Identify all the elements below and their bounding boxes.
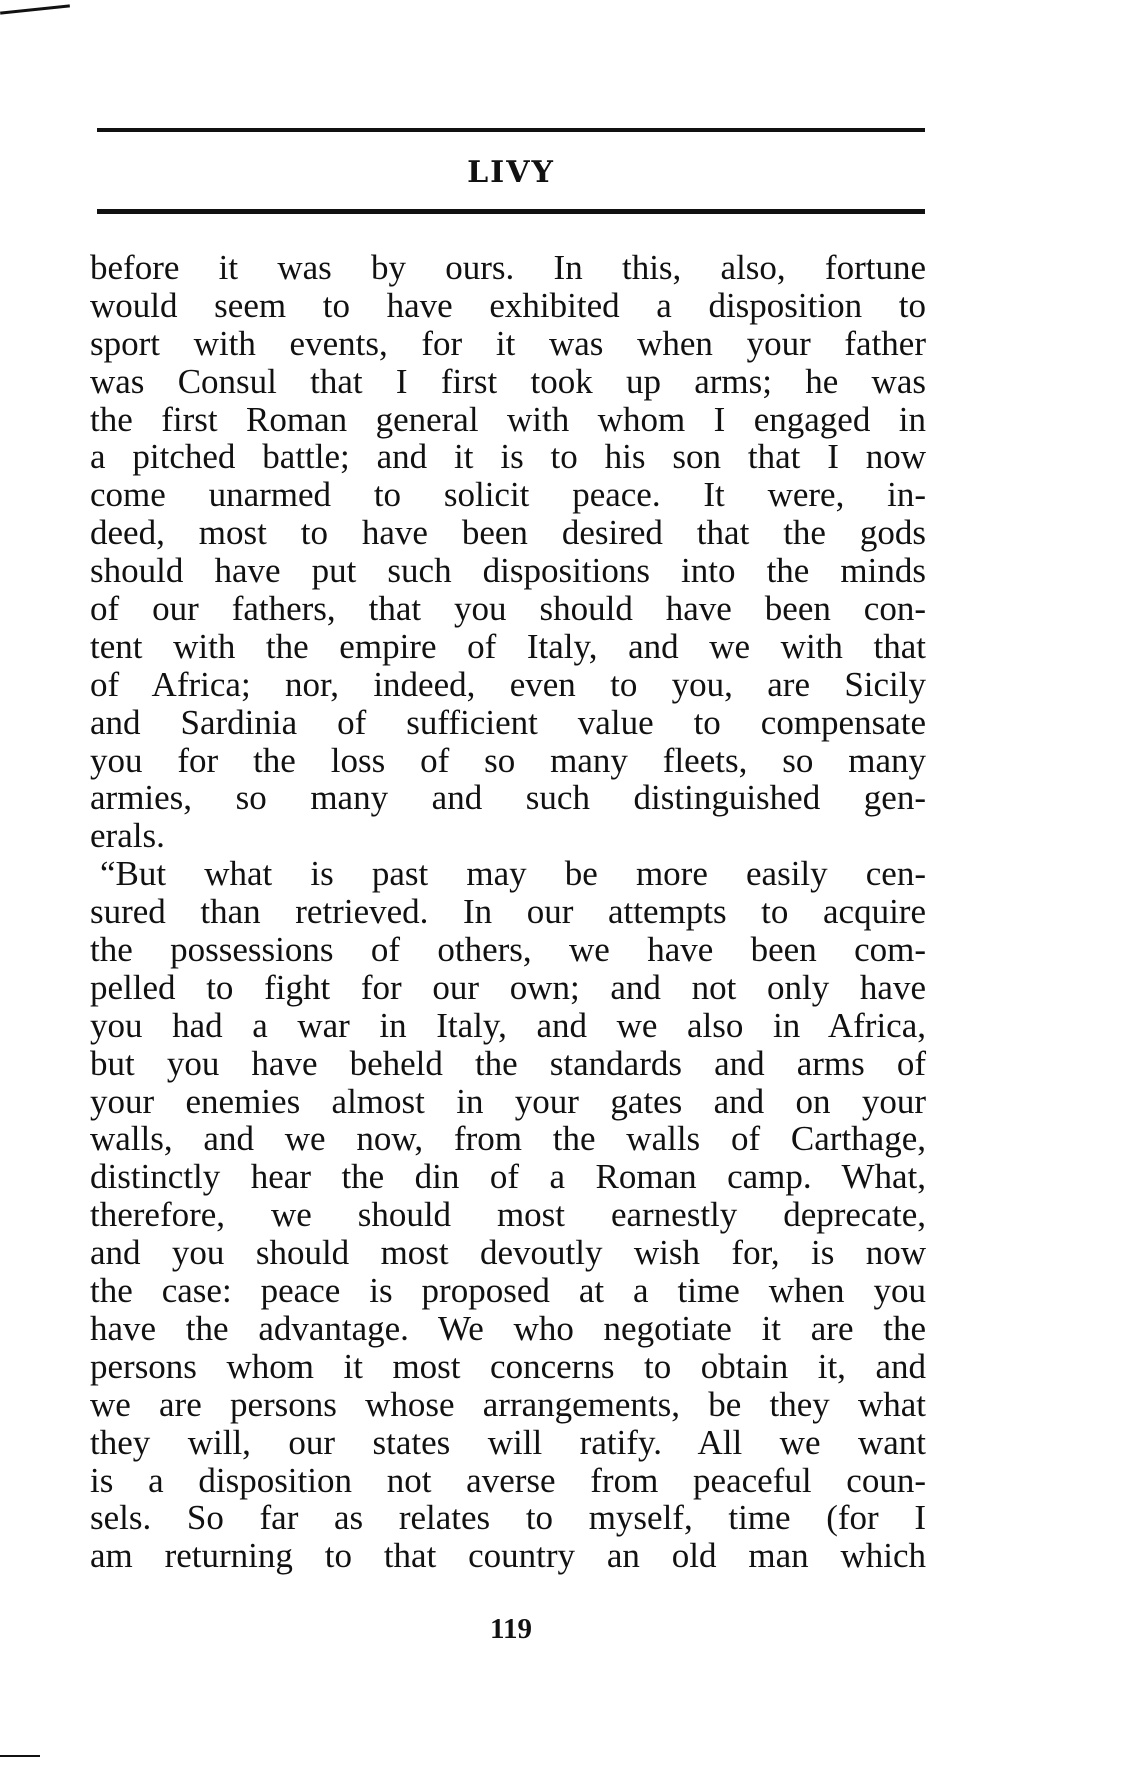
text-line: tent with the empire of Italy, and we with that	[90, 626, 926, 666]
top-rule	[97, 128, 925, 132]
text-line: sels. So far as relates to myself, time (for I	[90, 1498, 926, 1538]
text-line: you had a war in Italy, and we also in Africa,	[90, 1005, 926, 1045]
text-line: the possessions of others, we have been com-	[90, 930, 926, 970]
text-line: have the advantage. We who negotiate it are the	[90, 1308, 926, 1348]
text-line: the first Roman general with whom I engaged in	[90, 399, 926, 439]
text-line: sured than retrieved. In our attempts to acquire	[90, 892, 926, 932]
text-line: we are persons whose arrangements, be they what	[90, 1384, 926, 1424]
text-line: armies, so many and such distinguished gen-	[90, 778, 926, 818]
text-line: distinctly hear the din of a Roman camp. What,	[90, 1157, 926, 1197]
text-line: but you have beheld the standards and arms of	[90, 1043, 926, 1083]
text-line: pelled to fight for our own; and not only have	[90, 967, 926, 1007]
text-line: should have put such dispositions into the minds	[90, 551, 926, 591]
page-body	[90, 249, 926, 1575]
text-line: before it was by ours. In this, also, fortune	[90, 248, 926, 287]
paragraph-end-line: erals.	[90, 816, 165, 856]
text-line: am returning to that country an old man which	[90, 1536, 926, 1576]
text-line: you for the loss of so many fleets, so many	[90, 740, 926, 780]
text-line: and Sardinia of sufficient value to compensate	[90, 702, 926, 742]
scan-artifact-mark	[0, 1755, 40, 1757]
text-line: walls, and we now, from the walls of Carthage,	[90, 1119, 926, 1159]
text-line: the case: peace is proposed at a time when you	[90, 1271, 926, 1311]
text-line: is a disposition not averse from peaceful coun-	[90, 1460, 926, 1500]
text-line: deed, most to have been desired that the gods	[90, 513, 926, 553]
text-line: persons whom it most concerns to obtain it, and	[90, 1346, 926, 1386]
running-title: LIVY	[467, 155, 555, 190]
header-rule	[97, 209, 925, 214]
text-line: your enemies almost in your gates and on your	[90, 1081, 926, 1121]
text-line: and you should most devoutly wish for, is now	[90, 1233, 926, 1273]
text-line: would seem to have exhibited a disposition to	[90, 285, 926, 325]
text-line: sport with events, for it was when your father	[90, 323, 926, 363]
page-number: 119	[490, 1613, 532, 1645]
text-line: a pitched battle; and it is to his son that I now	[90, 437, 926, 477]
paragraph-start-line: “But what is past may be more easily cen-	[100, 854, 926, 894]
text-line: of Africa; nor, indeed, even to you, are Sicily	[90, 664, 926, 704]
text-line: was Consul that I first took up arms; he was	[90, 361, 926, 401]
text-line: come unarmed to solicit peace. It were, in-	[90, 475, 926, 515]
text-line: of our fathers, that you should have been con-	[90, 589, 926, 629]
text-line: therefore, we should most earnestly deprecate,	[90, 1195, 926, 1235]
scan-artifact-mark	[0, 4, 70, 14]
text-line: they will, our states will ratify. All we want	[90, 1422, 926, 1462]
